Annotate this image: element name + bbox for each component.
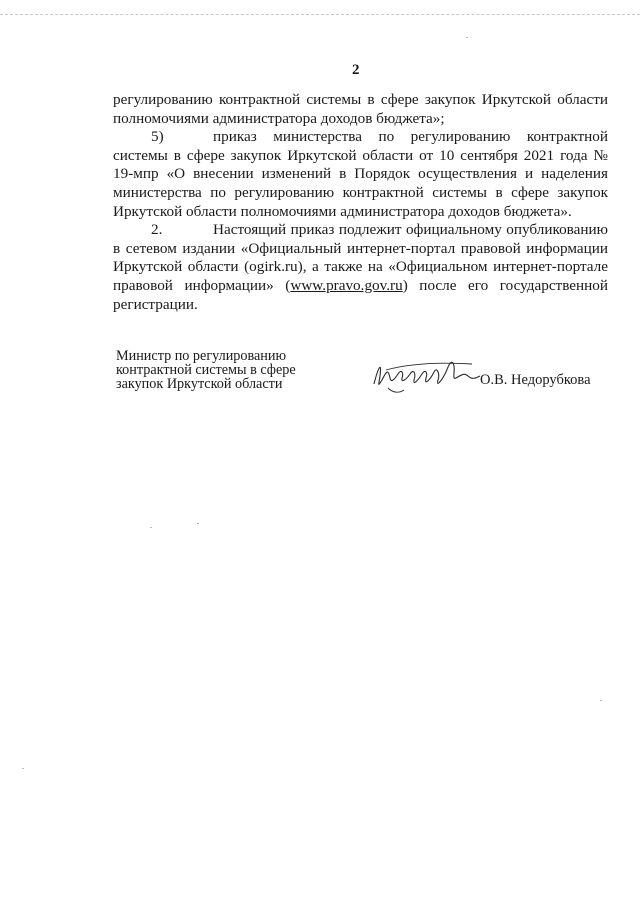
document-body xyxy=(113,91,608,314)
paragraph-continuation xyxy=(113,91,608,128)
continuation-line-1: регулированию контрактной системы в сфере закупок Иркутской области xyxy=(113,91,608,108)
position-line-2: контрактной системы в сфере xyxy=(116,362,296,378)
list-item-number: 5) xyxy=(151,128,164,146)
clause-number: 2. xyxy=(151,221,163,239)
scan-speck xyxy=(466,37,468,38)
clause-text-after-link: ) после его государственной регистрации. xyxy=(113,276,608,313)
signer-position xyxy=(116,349,296,391)
scan-speck xyxy=(22,768,24,769)
pravo-link[interactable]: www.pravo.gov.ru xyxy=(290,276,403,294)
position-line-3: закупок Иркутской области xyxy=(116,376,283,392)
page-number: 2 xyxy=(352,62,360,78)
position-line-1: Министр по регулированию xyxy=(116,348,287,364)
handwritten-signature xyxy=(368,350,493,398)
continuation-line-2: полномочиями администратора доходов бюджета»; xyxy=(113,109,445,127)
list-item-5 xyxy=(113,128,608,221)
clause-text-before-link: Настоящий приказ подлежит официальному опубликованию в сетевом издании «Официальный интернет-портал правовой информации Иркутской области (ogirk.ru), а также на «Официальном интернет-портале правовой информации» ( xyxy=(113,221,608,294)
signer-name: О.В. Недорубкова xyxy=(480,372,591,388)
scan-speck xyxy=(600,700,602,701)
list-item-text: приказ министерства по регулированию контрактной системы в сфере закупок Иркутской области от 10 сентября 2021 года № 19-мпр «О внесении изменений в Порядок осуществления и наделения министерства по регулированию контрактной системы в сфере закупок Иркутской области полномочиями администратора доходов бюджета». xyxy=(113,128,608,220)
scan-speck xyxy=(197,523,199,524)
scan-edge-line xyxy=(0,14,640,17)
clause-2 xyxy=(113,221,608,314)
scan-speck xyxy=(150,527,152,528)
